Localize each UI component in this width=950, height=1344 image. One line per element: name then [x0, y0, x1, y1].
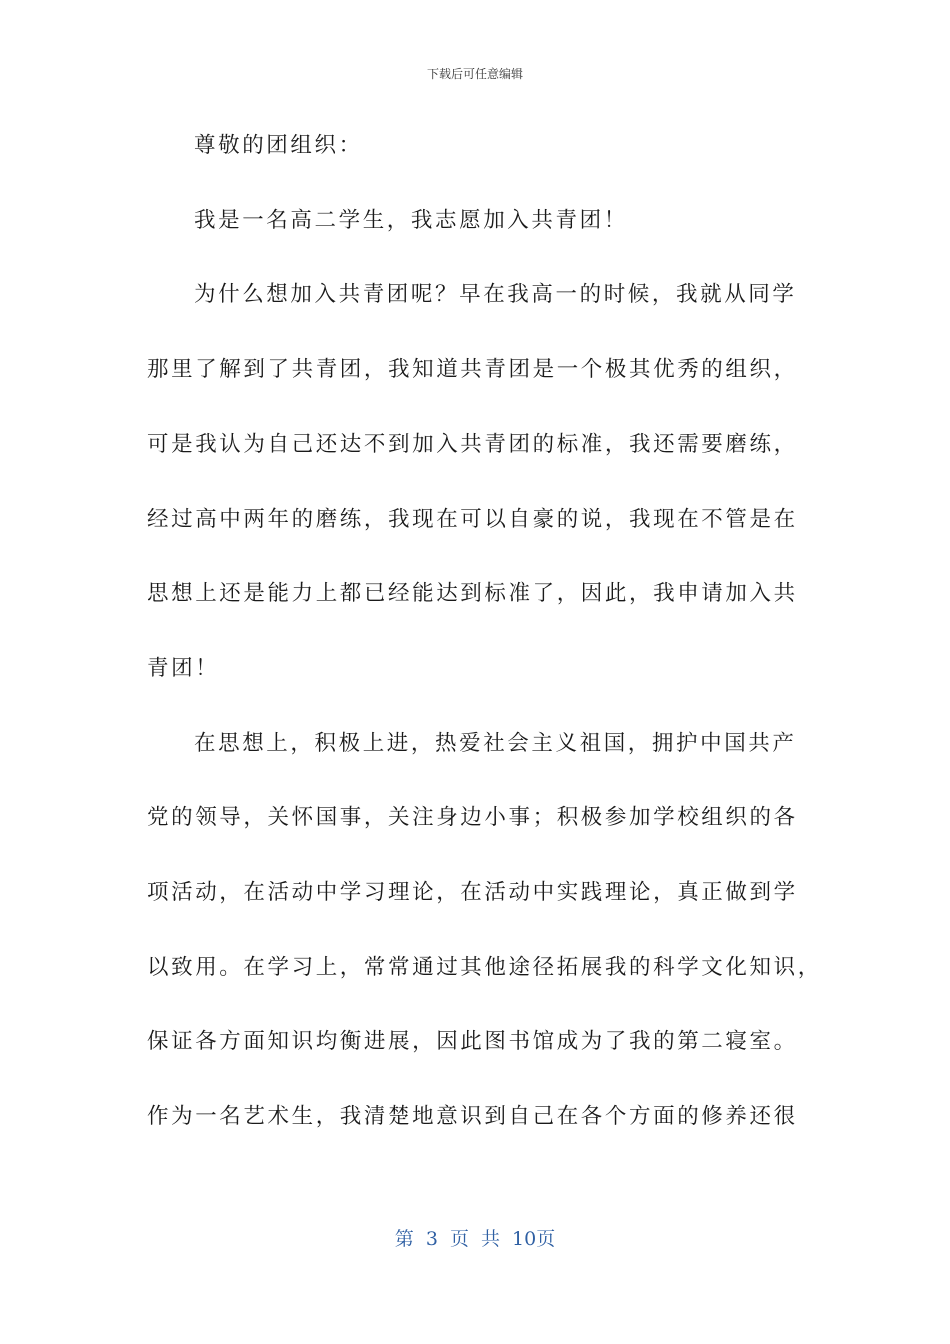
paragraph-line: 我是一名高二学生，我志愿加入共青团！ — [194, 208, 628, 233]
paragraph-line: 在思想上，积极上进，热爱社会主义祖国，拥护中国共产 — [194, 731, 797, 756]
paragraph-line: 经过高中两年的磨练，我现在可以自豪的说，我现在不管是在 — [147, 507, 798, 532]
salutation-line: 尊敬的团组织： — [194, 133, 363, 158]
paragraph-line: 保证各方面知识均衡进展，因此图书馆成为了我的第二寝室。 — [147, 1029, 798, 1054]
paragraph-line: 党的领导，关怀国事，关注身边小事；积极参加学校组织的各 — [147, 805, 798, 830]
page-number-footer: 第 3 页 共 10页 — [394, 1228, 556, 1250]
page-header-note: 下载后可任意编辑 — [426, 67, 523, 81]
paragraph-line: 思想上还是能力上都已经能达到标准了，因此，我申请加入共 — [147, 581, 798, 606]
paragraph-line: 那里了解到了共青团，我知道共青团是一个极其优秀的组织， — [147, 357, 798, 382]
paragraph-line: 可是我认为自己还达不到加入共青团的标准，我还需要磨练， — [147, 432, 798, 457]
paragraph-line: 作为一名艺术生，我清楚地意识到自己在各个方面的修养还很 — [147, 1104, 798, 1129]
paragraph-line: 青团！ — [147, 656, 220, 681]
paragraph-line: 为什么想加入共青团呢？早在我高一的时候，我就从同学 — [194, 282, 797, 307]
paragraph-line: 以致用。在学习上，常常通过其他途径拓展我的科学文化知识， — [147, 955, 822, 980]
paragraph-line: 项活动，在活动中学习理论，在活动中实践理论，真正做到学 — [147, 880, 798, 905]
